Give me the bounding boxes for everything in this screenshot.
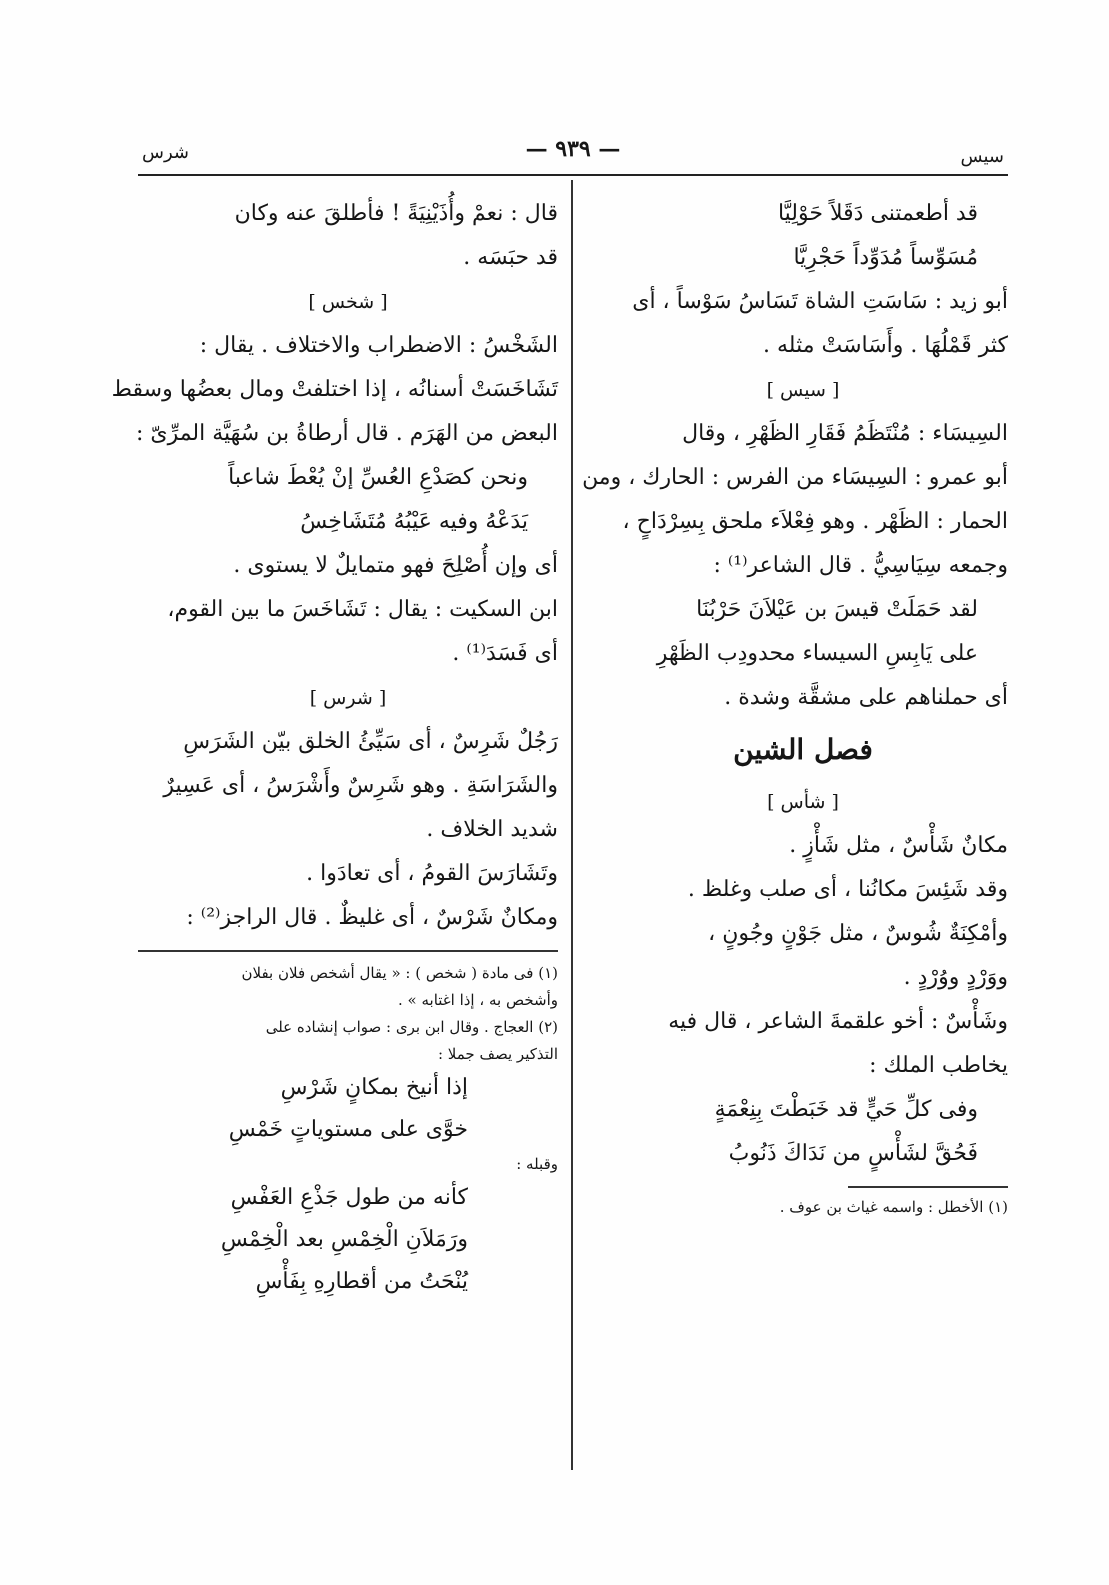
entry-heading: [ شرس ] [309,687,387,709]
page-header [138,136,1008,176]
footnote-line: وأشخص به ، إذا اغتابه » . [398,991,558,1009]
text-line: وقد شَئِسَ مكانُنا ، أى صلب وغلظ . [687,877,1008,902]
text-line: وأمْكِنَةٌ شُوسٌ ، مثل جَوْنٍ وجُونٍ ، [708,921,1008,946]
text-line: شديد الخلاف . [426,817,558,842]
header-right-entry: سيس [960,146,1004,167]
header-left-entry: شرس [142,142,189,163]
footnote-verse: خوَّى على مستوياتٍ خَمْسِ [228,1117,468,1142]
right-column [582,192,1008,1221]
footnote-verse: إذا أنيخ بمكانٍ شَرْسِ [280,1075,468,1100]
header-rule [138,174,1008,176]
text-line: أى فَسَدَ⁽¹⁾ . [452,641,558,666]
text-line: أبو عمرو : السِيسَاء من الفرس : الحارك ، ومن [582,465,1008,490]
text-line: قال : نعمْ وأُذَيْنِيَةً ! فأطلقَ عنه وكان [234,201,558,226]
text-line: يخاطب الملك : [869,1053,1008,1078]
text-line: ووَرْدٍ ووُرْدٍ . [903,965,1008,990]
text-line: وجمعه سِيَاسِيُّ . قال الشاعر⁽¹⁾ : [713,553,1008,578]
footnote-rule [138,950,558,952]
chapter-title: فصل الشين [733,733,873,766]
verse-line: قد أطعمتنى دَقَلاً حَوْلِيَّا [777,201,978,226]
text-line: أى حملناهم على مشقَّة وشدة . [724,685,1008,710]
text-line: ابن السكيت : يقال : تَشَاخَسَ ما بين القوم، [167,597,558,622]
footnote-line: (١) فى مادة ( شخص ) : « يقال أشخص فلان بفلان [241,964,558,982]
footnote-verse: يُنْحَتُ من أقطارِهِ بِفَأْسِ [255,1269,468,1294]
text-line: الحمار : الظَهْر . وهو فِعْلاَء ملحق بِسِرْدَاحٍ ، [622,509,1008,534]
entry-heading: [ شأس ] [767,791,839,813]
text-line: أبو زيد : سَاسَتِ الشاة تَسَاسُ سَوْساً ، أى [632,289,1008,314]
entry-heading: [ شخس ] [308,291,388,313]
entry-heading: [ سيس ] [766,379,840,401]
column-divider [571,180,573,1470]
text-line: كثر قَمْلُهَا . وأَسَاسَتْ مثله . [763,333,1008,358]
footnote-verse: ورَمَلاَنِ الْخِمْسِ بعد الْخِمْسِ [220,1227,468,1252]
text-line: مكانٌ شَأْسٌ ، مثل شَأْزٍ . [789,833,1008,858]
text-line: رَجُلٌ شَرِسٌ ، أى سَيِّئُ الخلق بيّن الشَرَسِ [183,729,558,754]
verse-line: مُسَوِّساً مُدَوِّداً حَجْرِيَّا [793,245,978,270]
page-number: — ٩٣٩ — [525,136,621,162]
verse-line: لقد حَمَلَتْ قيسَ بن عَيْلاَنَ حَرْبُنَا [696,597,978,622]
verse-line: فَحُقَّ لشَأْسٍ من نَدَاكَ ذَنُوبُ [728,1141,978,1166]
verse-line: يَدَعْهُ وفيه عَيْبُهُ مُتَشَاخِسُ [300,509,528,534]
text-line: تَشَاخَسَتْ أسنانُه ، إذا اختلفتْ ومال بعضُها وسقط [111,377,558,402]
text-line: الشَخْسُ : الاضطراب والاختلاف . يقال : [199,333,558,358]
footnote-verse: كأنه من طول جَذْعِ العَفْسِ [230,1185,468,1210]
left-column [111,192,558,1303]
text-line: والشَرَاسَةِ . وهو شَرِسٌ وأَشْرَسُ ، أى عَسِيرٌ [163,773,558,798]
footnote-line: التذكير يصف جملا : [437,1045,558,1063]
footnote-line: وقبله : [516,1155,558,1173]
footnote-line: (٢) العجاج . وقال ابن برى : صواب إنشاده على [265,1018,558,1036]
text-line: السِيسَاء : مُنْتَظَمُ فَقَارِ الظَهْرِ ، وقال [682,421,1008,446]
verse-line: على يَابِسِ السيساء محدودِب الظَهْرِ [656,641,978,666]
text-line: ومكانٌ شَرْسٌ ، أى غليظٌ . قال الراجز⁽²⁾ : [186,905,558,930]
footnote: (١) الأخطل : واسمه غياث بن عوف . [779,1198,1008,1216]
text-line: وتَشَارَسَ القومُ ، أى تعادَوا . [306,861,558,886]
text-line: قد حبَسَه . [463,245,558,270]
text-line: البعض من الهَرَم . قال أرطاةُ بن سُهَيَّة المرِّىّ : [135,421,558,446]
footnote-rule [848,1186,1008,1188]
text-line: وشَأْسٌ : أخو علقمةَ الشاعر ، قال فيه [668,1009,1008,1034]
text-line: أى وإن أُصْلِحَ فهو متمايلٌ لا يستوى . [233,553,558,578]
verse-line: وفى كلِّ حَيٍّ قد خَبَطْتَ بِنِعْمَةٍ [714,1097,978,1122]
verse-line: ونحن كصَدْعِ العُسِّ إنْ يُعْطَ شاعباً [228,465,528,490]
